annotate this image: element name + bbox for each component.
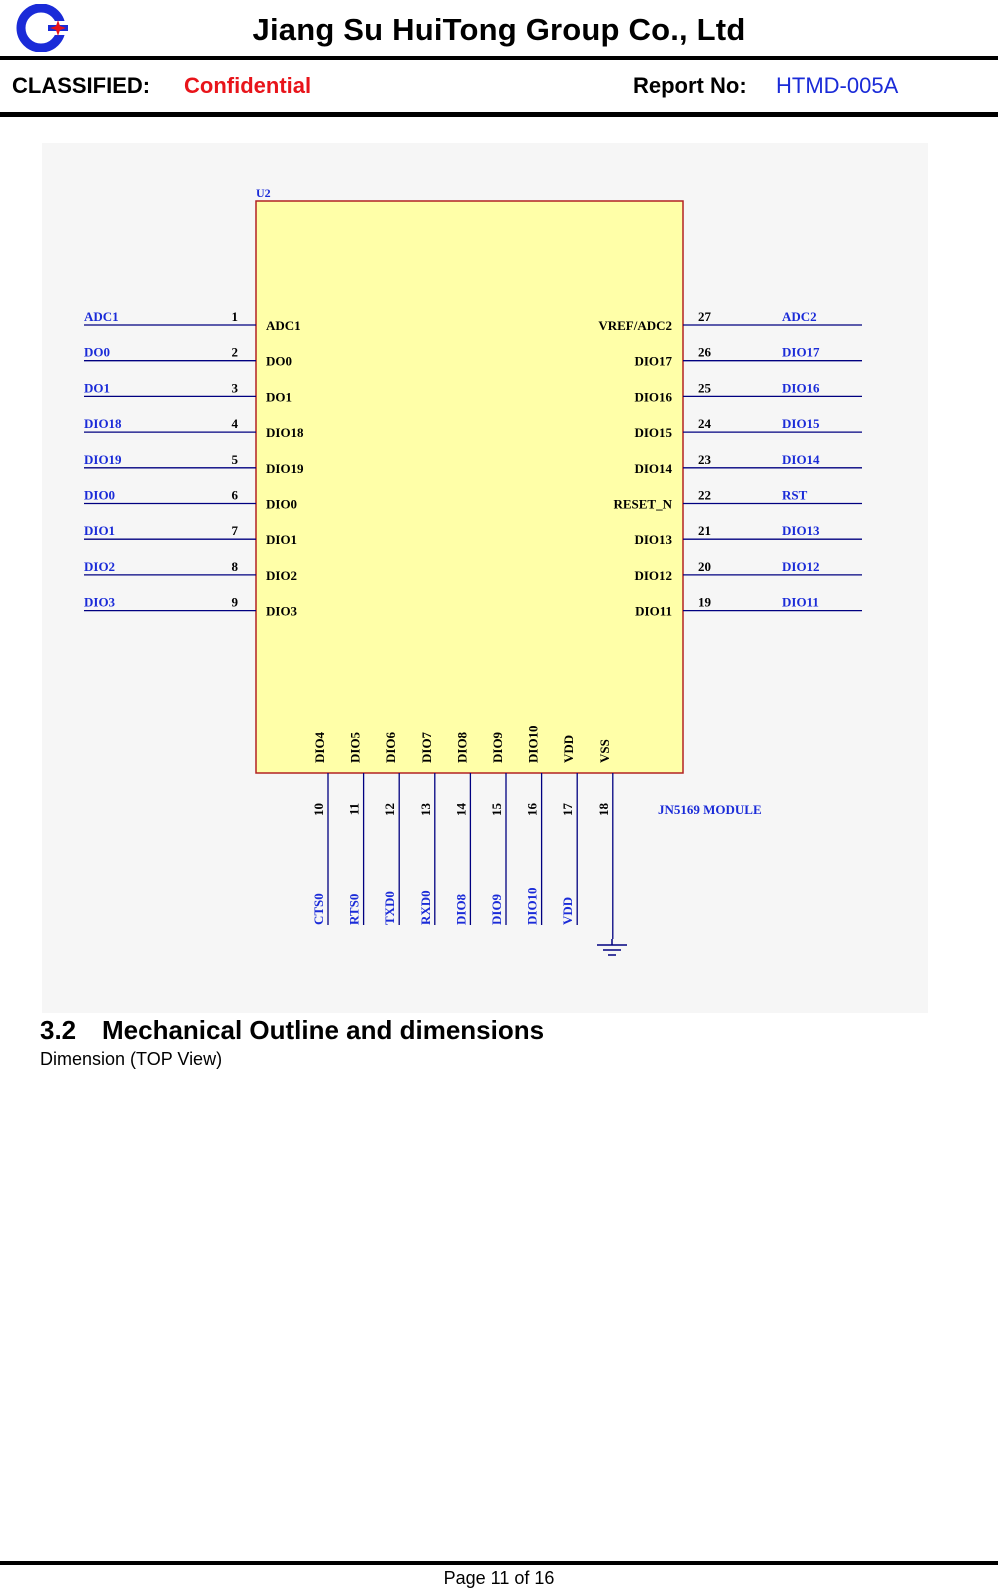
pin-name: DIO6 (383, 731, 399, 763)
module-name: JN5169 MODULE (658, 802, 762, 817)
pin-name: DIO0 (266, 496, 298, 512)
pin-number: 23 (698, 451, 711, 467)
pin-number: 9 (231, 594, 238, 610)
pin-number: 3 (231, 380, 238, 396)
pin-number: 26 (698, 344, 711, 360)
pin-number: 15 (489, 803, 504, 816)
net-label: DIO2 (84, 558, 116, 574)
schematic-diagram (42, 143, 928, 1013)
header-top-rule (0, 56, 998, 60)
pin-number: 12 (382, 803, 398, 816)
pin-number: 7 (231, 523, 238, 539)
header-bottom-rule (0, 112, 998, 117)
pin-name: DIO17 (634, 353, 672, 369)
pin-name: DIO12 (634, 567, 672, 583)
page-number: Page 11 of 16 (443, 1568, 555, 1588)
pin-number: 21 (698, 523, 711, 539)
net-label: DO0 (84, 344, 110, 360)
net-label: CTS0 (311, 893, 326, 925)
pin-name: ADC1 (266, 318, 301, 333)
net-label: VDD (560, 896, 576, 925)
pin-number: 27 (698, 309, 711, 324)
pin-name: DIO2 (266, 567, 298, 583)
net-label: RXD0 (417, 890, 433, 925)
pin-number: 8 (231, 558, 238, 574)
pin-name: DIO3 (266, 603, 298, 619)
pin-name: DIO11 (635, 603, 672, 619)
pin-name: DIO4 (312, 731, 327, 763)
net-label: RST (782, 487, 808, 503)
net-label: ADC2 (782, 309, 817, 324)
net-label: DIO16 (782, 380, 820, 396)
pin-number: 11 (346, 803, 362, 816)
pin-name: RESET_N (613, 496, 672, 512)
pin-number: 18 (595, 803, 611, 816)
net-label: DO1 (84, 380, 110, 396)
pin-name: DIO15 (634, 425, 672, 441)
net-label: ADC1 (84, 309, 119, 324)
pin-name: DIO1 (266, 532, 298, 548)
pin-number: 4 (231, 416, 238, 432)
pin-name: DIO8 (454, 731, 470, 763)
pin-name: DIO9 (490, 731, 505, 763)
net-label: RTS0 (346, 893, 362, 925)
footer-rule (0, 1561, 998, 1565)
pin-name: VSS (596, 739, 612, 763)
net-label: DIO8 (453, 893, 469, 925)
pin-number: 19 (698, 594, 711, 610)
pin-number: 5 (231, 451, 238, 467)
classified-value: Confidential (184, 73, 312, 98)
pin-number: 10 (311, 803, 326, 816)
pin-name: DIO19 (266, 460, 304, 476)
net-label: DIO12 (782, 558, 820, 574)
pin-name: DIO13 (634, 532, 672, 548)
net-label: DIO3 (84, 594, 116, 610)
net-label: DIO0 (84, 487, 116, 503)
report-number-label: Report No: (633, 73, 747, 98)
module-body (256, 201, 683, 773)
pin-number: 14 (453, 803, 469, 816)
pin-name: DIO10 (525, 725, 541, 763)
net-label: DIO15 (782, 416, 820, 432)
net-label: DIO10 (524, 887, 540, 925)
pin-number: 20 (698, 558, 711, 574)
net-label: TXD0 (382, 891, 398, 925)
pin-name: VDD (561, 734, 577, 763)
pin-name: DIO16 (634, 389, 672, 405)
net-label: DIO9 (489, 893, 504, 925)
net-label: DIO13 (782, 523, 820, 539)
pin-number: 16 (524, 803, 540, 816)
pin-name: DO1 (266, 389, 292, 405)
pin-number: 13 (417, 803, 433, 816)
pin-number: 6 (231, 487, 238, 503)
section-title: Mechanical Outline and dimensions (102, 1015, 545, 1045)
pin-number: 17 (560, 803, 576, 816)
pin-name: DIO14 (634, 460, 672, 476)
section-subtitle: Dimension (TOP View) (40, 1049, 223, 1069)
net-label: DIO1 (84, 523, 116, 539)
pin-number: 24 (698, 416, 711, 432)
net-label: DIO14 (782, 451, 820, 467)
pin-name: DO0 (266, 353, 292, 369)
report-number-value: HTMD-005A (776, 73, 899, 98)
net-label: DIO19 (84, 451, 122, 467)
pin-number: 1 (231, 309, 238, 324)
pin-name: DIO7 (418, 731, 434, 763)
net-label: DIO18 (84, 416, 122, 432)
section-number: 3.2 (40, 1015, 77, 1045)
pin-name: DIO5 (347, 731, 363, 763)
section-heading (40, 1015, 544, 1046)
pin-number: 22 (698, 487, 711, 503)
pin-number: 2 (231, 344, 238, 360)
pin-name: VREF/ADC2 (598, 318, 672, 333)
pin-name: DIO18 (266, 425, 304, 441)
net-label: DIO11 (782, 594, 819, 610)
classified-label: CLASSIFIED: (12, 73, 151, 98)
company-name: Jiang Su HuiTong Group Co., Ltd (252, 12, 746, 47)
pin-number: 25 (698, 380, 711, 396)
component-designator: U2 (256, 186, 271, 200)
net-label: DIO17 (782, 344, 820, 360)
